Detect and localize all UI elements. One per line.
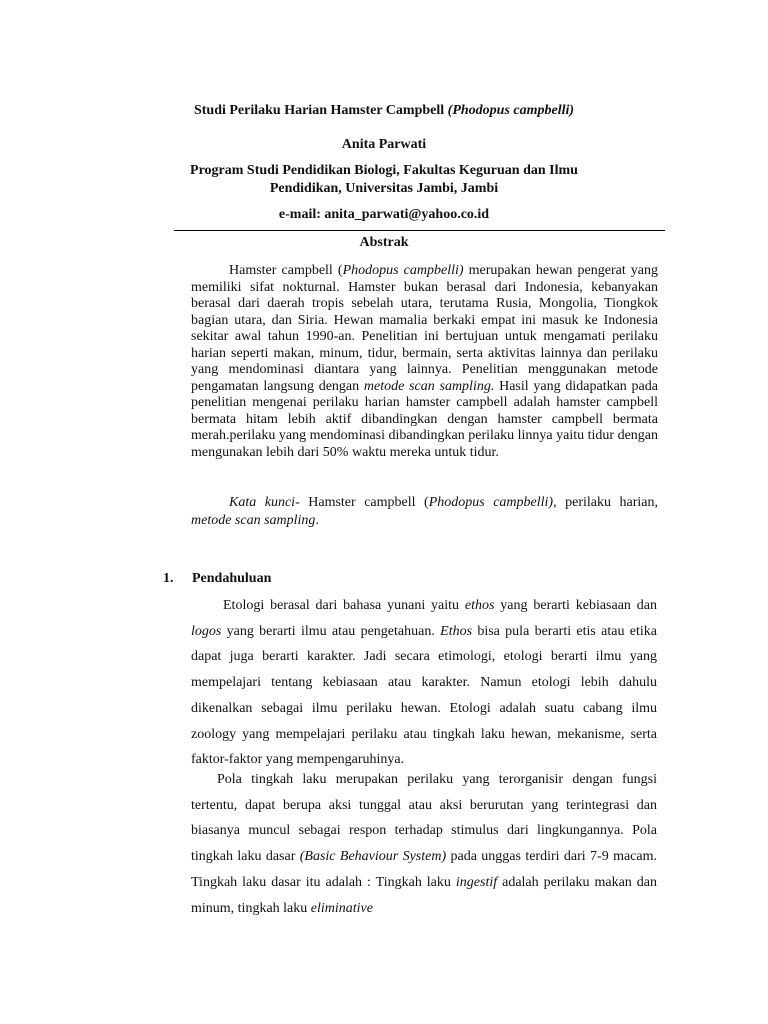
italic-run: logos	[191, 623, 222, 639]
italic-run: Phodopus campbelli)	[342, 263, 464, 278]
header-divider	[174, 230, 665, 231]
author-affiliation: Program Studi Pendidikan Biologi, Fakultas Keguruan dan Ilmu Pendidikan, Universitas Jambi, Jambi	[190, 163, 578, 196]
text-run: Etologi berasal dari bahasa yunani yaitu	[223, 598, 465, 613]
italic-run: ethos	[464, 598, 495, 613]
keywords-text	[191, 494, 658, 530]
paper-title	[100, 102, 668, 120]
text-run: Pola tingkah laku merupakan perilaku yang terorganisir dengan fungsi tertentu, dapat berupa aksi tunggal atau aksi berurutan yang terintegrasi dan biasanya muncul sebagai respon terhadap stimulus dari lingkungannya. Pola tingkah laku dasar	[191, 772, 657, 865]
italic-run: eliminative	[310, 900, 373, 916]
author-name: Anita Parwati	[341, 137, 427, 152]
text-run: bisa pula berarti etis atau etika dapat juga berarti karakter. Jadi secara etimologi, etologi berarti ilmu yang mempelajari tentang kebiasaan atau karakter. Namun etologi lebih dahulu dikenalkan sebagai ilmu perilaku hewan. Etologi adalah suatu cabang ilmu zoology yang mempelajari perilaku atau tingkah laku hewan, mekanisme, serta faktor-faktor yang mempengaruhinya.	[191, 623, 657, 768]
section-heading-pendahuluan	[163, 570, 271, 588]
text-run: perilaku harian,	[556, 495, 658, 510]
italic-run: Kata kunci-	[229, 495, 300, 510]
text-run: Hasil yang didapatkan pada penelitian mengenai perilaku harian hamster campbell adalah hamster campbell bermata hitam lebih aktif dibandingkan dengan hamster campbell bermata merah.perilaku yang mendominasi dibandingkan perilaku linnya yaitu tidur dengan mengunakan lebih dari 50% waktu mereka untuk tidur.	[191, 378, 658, 460]
italic-run: metode scan sampling.	[363, 378, 495, 394]
text-run: Hamster campbell (	[299, 495, 429, 510]
body-paragraph	[191, 767, 657, 921]
italic-run: Phodopus campbelli),	[428, 495, 557, 510]
text-run: yang berarti ilmu atau pengetahuan.	[221, 623, 441, 639]
text-run: yang berarti kebiasaan dan	[494, 598, 657, 613]
paper-title-main: Studi Perilaku Harian Hamster Campbell	[193, 103, 448, 118]
section-title: Pendahuluan	[192, 571, 272, 586]
body-paragraph	[191, 593, 657, 773]
text-run: .	[315, 513, 319, 528]
section-number: 1.	[163, 571, 174, 586]
abstract-heading: Abstrak	[359, 235, 409, 250]
text-run: merupakan hewan pengerat yang memiliki sifat nokturnal. Hamster bukan berasal dari Indonesia, kebanyakan berasal dari daerah tropis sebelah utara, terutama Rusia, Mongolia, Tiongkok bagian utara, dan Siria. Hewan mamalia berkaki empat ini masuk ke Indonesia sekitar awal tahun 1990-an. Penelitian ini bertujuan untuk mengamati perilaku harian seperti makan, minum, tidur, bermain, serta aktivitas lainnya dan perilaku yang mendominasi diantara yang lainnya. Penelitian menggunakan metode pengamatan langsung dengan	[191, 263, 659, 394]
paper-title-species: (Phodopus campbelli)	[447, 103, 575, 118]
author-email: e-mail: anita_parwati@yahoo.co.id	[278, 207, 490, 222]
abstract-text	[191, 263, 658, 461]
text-run: pada unggas terdiri dari 7-9 macam. Tingkah laku dasar itu adalah : Tingkah laku	[191, 849, 657, 890]
italic-run: (Basic Behaviour System)	[299, 849, 447, 865]
italic-run: metode scan sampling	[191, 513, 316, 528]
text-run: adalah perilaku makan dan minum, tingkah laku	[191, 874, 657, 916]
italic-run: ingestif	[455, 874, 498, 890]
italic-run: Ethos	[440, 623, 473, 639]
text-run: Hamster campbell (	[229, 263, 343, 278]
